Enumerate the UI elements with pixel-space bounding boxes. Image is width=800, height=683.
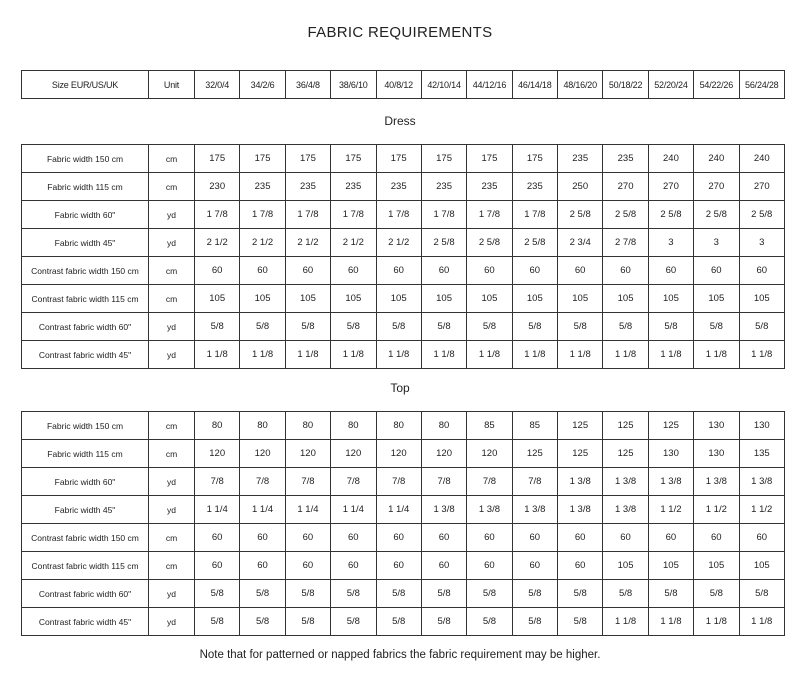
table-row [22, 201, 785, 229]
value-cell: 125 [558, 440, 603, 468]
value-cell: 1 7/8 [467, 201, 512, 229]
value-cell: 60 [285, 524, 330, 552]
row-unit: cm [149, 257, 195, 285]
value-cell: 130 [739, 412, 785, 440]
value-cell: 1 7/8 [331, 201, 376, 229]
value-cell: 60 [240, 552, 285, 580]
row-label: Contrast fabric width 115 cm [22, 552, 149, 580]
value-cell: 105 [648, 285, 693, 313]
row-unit: cm [149, 412, 195, 440]
value-cell: 5/8 [648, 313, 693, 341]
value-cell: 80 [285, 412, 330, 440]
value-cell: 2 5/8 [421, 229, 466, 257]
size-header-cell: 34/2/6 [240, 71, 285, 99]
value-cell: 2 1/2 [285, 229, 330, 257]
value-cell: 120 [331, 440, 376, 468]
unit-header-label: Unit [149, 71, 195, 99]
value-cell: 60 [467, 552, 512, 580]
size-header-cell: 32/0/4 [195, 71, 240, 99]
footnote: Note that for patterned or napped fabrics the fabric requirement may be higher. [199, 649, 601, 661]
row-unit: cm [149, 145, 195, 173]
value-cell: 80 [376, 412, 421, 440]
table-row [22, 552, 785, 580]
value-cell: 105 [512, 285, 557, 313]
value-cell: 60 [376, 552, 421, 580]
value-cell: 175 [285, 145, 330, 173]
value-cell: 60 [739, 524, 785, 552]
value-cell: 5/8 [195, 313, 240, 341]
value-cell: 1 1/8 [603, 341, 648, 369]
value-cell: 60 [467, 524, 512, 552]
value-cell: 2 5/8 [648, 201, 693, 229]
value-cell: 1 1/8 [195, 341, 240, 369]
value-cell: 1 1/2 [694, 496, 739, 524]
value-cell: 105 [603, 552, 648, 580]
value-cell: 1 7/8 [285, 201, 330, 229]
value-cell: 1 1/8 [376, 341, 421, 369]
value-cell: 60 [331, 524, 376, 552]
table-row [22, 496, 785, 524]
value-cell: 235 [467, 173, 512, 201]
value-cell: 235 [331, 173, 376, 201]
value-cell: 1 1/4 [331, 496, 376, 524]
value-cell: 5/8 [376, 313, 421, 341]
value-cell: 7/8 [285, 468, 330, 496]
table-row [22, 173, 785, 201]
value-cell: 2 5/8 [694, 201, 739, 229]
row-unit: yd [149, 313, 195, 341]
value-cell: 5/8 [240, 608, 285, 636]
value-cell: 2 1/2 [376, 229, 421, 257]
value-cell: 105 [603, 285, 648, 313]
value-cell: 60 [240, 524, 285, 552]
size-header-cell: 38/6/10 [331, 71, 376, 99]
value-cell: 60 [331, 552, 376, 580]
value-cell: 5/8 [240, 580, 285, 608]
table-row [22, 440, 785, 468]
row-unit: cm [149, 173, 195, 201]
value-cell: 1 3/8 [558, 496, 603, 524]
value-cell: 80 [421, 412, 466, 440]
value-cell: 235 [240, 173, 285, 201]
size-header-cell: 40/8/12 [376, 71, 421, 99]
value-cell: 60 [694, 524, 739, 552]
value-cell: 105 [694, 285, 739, 313]
row-unit: yd [149, 608, 195, 636]
value-cell: 250 [558, 173, 603, 201]
value-cell: 105 [694, 552, 739, 580]
value-cell: 5/8 [603, 313, 648, 341]
size-header-cell: 46/14/18 [512, 71, 557, 99]
table-row [22, 412, 785, 440]
value-cell: 5/8 [376, 608, 421, 636]
value-cell: 105 [739, 285, 785, 313]
size-header-cell: 48/16/20 [558, 71, 603, 99]
value-cell: 135 [739, 440, 785, 468]
value-cell: 5/8 [467, 313, 512, 341]
value-cell: 5/8 [421, 580, 466, 608]
value-cell: 1 1/8 [648, 608, 693, 636]
value-cell: 2 5/8 [512, 229, 557, 257]
value-cell: 125 [603, 440, 648, 468]
value-cell: 7/8 [376, 468, 421, 496]
value-cell: 1 7/8 [512, 201, 557, 229]
value-cell: 5/8 [512, 313, 557, 341]
value-cell: 175 [421, 145, 466, 173]
size-header-cell: 44/12/16 [467, 71, 512, 99]
value-cell: 105 [648, 552, 693, 580]
value-cell: 1 1/8 [694, 341, 739, 369]
value-cell: 1 1/8 [331, 341, 376, 369]
row-unit: yd [149, 496, 195, 524]
value-cell: 5/8 [512, 608, 557, 636]
value-cell: 5/8 [331, 580, 376, 608]
table-row [22, 145, 785, 173]
value-cell: 60 [512, 257, 557, 285]
value-cell: 60 [648, 257, 693, 285]
value-cell: 120 [467, 440, 512, 468]
size-header-cell: 56/24/28 [739, 71, 785, 99]
value-cell: 240 [648, 145, 693, 173]
row-unit: yd [149, 468, 195, 496]
value-cell: 60 [739, 257, 785, 285]
value-cell: 2 1/2 [240, 229, 285, 257]
row-unit: yd [149, 580, 195, 608]
row-label: Fabric width 115 cm [22, 173, 149, 201]
row-unit: cm [149, 285, 195, 313]
row-label: Contrast fabric width 45" [22, 608, 149, 636]
value-cell: 125 [558, 412, 603, 440]
table-row [22, 313, 785, 341]
value-cell: 60 [195, 257, 240, 285]
value-cell: 60 [421, 552, 466, 580]
value-cell: 2 5/8 [558, 201, 603, 229]
value-cell: 230 [195, 173, 240, 201]
size-header-cell: 50/18/22 [603, 71, 648, 99]
value-cell: 80 [331, 412, 376, 440]
value-cell: 1 7/8 [195, 201, 240, 229]
size-header-cell: 52/20/24 [648, 71, 693, 99]
value-cell: 270 [694, 173, 739, 201]
row-label: Fabric width 60" [22, 201, 149, 229]
size-header-table [21, 70, 785, 99]
value-cell: 130 [694, 412, 739, 440]
value-cell: 1 1/8 [739, 608, 785, 636]
size-header-cell: 54/22/26 [694, 71, 739, 99]
value-cell: 240 [739, 145, 785, 173]
value-cell: 5/8 [421, 313, 466, 341]
value-cell: 1 1/8 [421, 341, 466, 369]
value-cell: 125 [603, 412, 648, 440]
value-cell: 175 [512, 145, 557, 173]
row-unit: cm [149, 552, 195, 580]
value-cell: 175 [240, 145, 285, 173]
table-row [22, 468, 785, 496]
value-cell: 2 3/4 [558, 229, 603, 257]
value-cell: 105 [285, 285, 330, 313]
value-cell: 130 [648, 440, 693, 468]
value-cell: 5/8 [739, 313, 785, 341]
value-cell: 175 [467, 145, 512, 173]
value-cell: 1 3/8 [558, 468, 603, 496]
value-cell: 105 [739, 552, 785, 580]
value-cell: 1 1/8 [739, 341, 785, 369]
value-cell: 60 [285, 552, 330, 580]
value-cell: 5/8 [331, 608, 376, 636]
value-cell: 7/8 [421, 468, 466, 496]
row-unit: yd [149, 201, 195, 229]
value-cell: 235 [558, 145, 603, 173]
value-cell: 5/8 [285, 608, 330, 636]
value-cell: 1 3/8 [603, 468, 648, 496]
value-cell: 5/8 [421, 608, 466, 636]
value-cell: 1 1/8 [603, 608, 648, 636]
value-cell: 2 5/8 [739, 201, 785, 229]
row-unit: cm [149, 524, 195, 552]
row-label: Contrast fabric width 45" [22, 341, 149, 369]
value-cell: 60 [558, 552, 603, 580]
top-table [21, 411, 785, 636]
row-label: Contrast fabric width 150 cm [22, 524, 149, 552]
value-cell: 1 1/8 [558, 341, 603, 369]
value-cell: 5/8 [376, 580, 421, 608]
value-cell: 60 [603, 524, 648, 552]
value-cell: 5/8 [512, 580, 557, 608]
value-cell: 3 [648, 229, 693, 257]
value-cell: 5/8 [285, 313, 330, 341]
row-label: Contrast fabric width 60" [22, 313, 149, 341]
value-cell: 5/8 [558, 313, 603, 341]
value-cell: 5/8 [467, 580, 512, 608]
value-cell: 1 7/8 [421, 201, 466, 229]
section-title-dress: Dress [384, 114, 416, 128]
size-header-cell: 36/4/8 [285, 71, 330, 99]
value-cell: 5/8 [331, 313, 376, 341]
page-title: FABRIC REQUIREMENTS [307, 24, 493, 41]
value-cell: 3 [739, 229, 785, 257]
value-cell: 105 [467, 285, 512, 313]
value-cell: 85 [512, 412, 557, 440]
value-cell: 60 [603, 257, 648, 285]
value-cell: 1 1/8 [512, 341, 557, 369]
value-cell: 1 1/4 [195, 496, 240, 524]
value-cell: 235 [603, 145, 648, 173]
value-cell: 5/8 [240, 313, 285, 341]
value-cell: 5/8 [603, 580, 648, 608]
value-cell: 60 [421, 524, 466, 552]
value-cell: 105 [376, 285, 421, 313]
value-cell: 105 [558, 285, 603, 313]
value-cell: 5/8 [739, 580, 785, 608]
value-cell: 80 [195, 412, 240, 440]
value-cell: 60 [331, 257, 376, 285]
value-cell: 2 1/2 [195, 229, 240, 257]
value-cell: 235 [285, 173, 330, 201]
value-cell: 175 [331, 145, 376, 173]
value-cell: 7/8 [331, 468, 376, 496]
value-cell: 60 [285, 257, 330, 285]
row-label: Fabric width 115 cm [22, 440, 149, 468]
value-cell: 60 [195, 552, 240, 580]
value-cell: 2 5/8 [467, 229, 512, 257]
value-cell: 125 [648, 412, 693, 440]
value-cell: 1 3/8 [694, 468, 739, 496]
row-label: Fabric width 45" [22, 229, 149, 257]
value-cell: 105 [195, 285, 240, 313]
value-cell: 60 [195, 524, 240, 552]
value-cell: 5/8 [694, 580, 739, 608]
value-cell: 7/8 [467, 468, 512, 496]
dress-table [21, 144, 785, 369]
value-cell: 60 [467, 257, 512, 285]
value-cell: 60 [648, 524, 693, 552]
value-cell: 105 [331, 285, 376, 313]
value-cell: 1 7/8 [240, 201, 285, 229]
value-cell: 5/8 [694, 313, 739, 341]
value-cell: 3 [694, 229, 739, 257]
row-label: Fabric width 45" [22, 496, 149, 524]
value-cell: 5/8 [558, 608, 603, 636]
row-unit: yd [149, 229, 195, 257]
value-cell: 2 7/8 [603, 229, 648, 257]
value-cell: 5/8 [195, 580, 240, 608]
value-cell: 1 1/8 [648, 341, 693, 369]
value-cell: 1 1/8 [285, 341, 330, 369]
value-cell: 1 7/8 [376, 201, 421, 229]
value-cell: 240 [694, 145, 739, 173]
value-cell: 60 [240, 257, 285, 285]
value-cell: 60 [512, 524, 557, 552]
value-cell: 1 3/8 [467, 496, 512, 524]
value-cell: 7/8 [195, 468, 240, 496]
table-row [22, 285, 785, 313]
value-cell: 2 5/8 [603, 201, 648, 229]
value-cell: 5/8 [558, 580, 603, 608]
value-cell: 1 1/2 [648, 496, 693, 524]
value-cell: 1 3/8 [421, 496, 466, 524]
row-label: Contrast fabric width 60" [22, 580, 149, 608]
value-cell: 1 1/8 [694, 608, 739, 636]
value-cell: 175 [376, 145, 421, 173]
value-cell: 2 1/2 [331, 229, 376, 257]
value-cell: 1 3/8 [603, 496, 648, 524]
value-cell: 60 [376, 524, 421, 552]
value-cell: 60 [694, 257, 739, 285]
table-row [22, 524, 785, 552]
row-label: Contrast fabric width 115 cm [22, 285, 149, 313]
size-header-row [22, 71, 785, 99]
row-label: Fabric width 150 cm [22, 145, 149, 173]
value-cell: 1 3/8 [648, 468, 693, 496]
value-cell: 1 1/8 [467, 341, 512, 369]
row-label: Contrast fabric width 150 cm [22, 257, 149, 285]
row-unit: cm [149, 440, 195, 468]
value-cell: 60 [558, 524, 603, 552]
value-cell: 5/8 [195, 608, 240, 636]
row-label: Fabric width 150 cm [22, 412, 149, 440]
size-header-cell: 42/10/14 [421, 71, 466, 99]
value-cell: 120 [285, 440, 330, 468]
value-cell: 105 [240, 285, 285, 313]
value-cell: 235 [376, 173, 421, 201]
value-cell: 125 [512, 440, 557, 468]
value-cell: 5/8 [467, 608, 512, 636]
value-cell: 235 [512, 173, 557, 201]
table-row [22, 580, 785, 608]
value-cell: 105 [421, 285, 466, 313]
value-cell: 60 [512, 552, 557, 580]
value-cell: 120 [240, 440, 285, 468]
value-cell: 1 1/4 [376, 496, 421, 524]
value-cell: 1 1/2 [739, 496, 785, 524]
value-cell: 5/8 [648, 580, 693, 608]
value-cell: 5/8 [285, 580, 330, 608]
value-cell: 60 [376, 257, 421, 285]
table-row [22, 257, 785, 285]
value-cell: 60 [421, 257, 466, 285]
value-cell: 80 [240, 412, 285, 440]
value-cell: 1 1/4 [285, 496, 330, 524]
table-row [22, 608, 785, 636]
value-cell: 175 [195, 145, 240, 173]
value-cell: 270 [603, 173, 648, 201]
section-title-top: Top [390, 381, 410, 395]
table-row [22, 229, 785, 257]
value-cell: 1 3/8 [739, 468, 785, 496]
value-cell: 270 [739, 173, 785, 201]
value-cell: 235 [421, 173, 466, 201]
row-label: Fabric width 60" [22, 468, 149, 496]
value-cell: 1 1/4 [240, 496, 285, 524]
value-cell: 60 [558, 257, 603, 285]
value-cell: 130 [694, 440, 739, 468]
value-cell: 120 [195, 440, 240, 468]
value-cell: 7/8 [512, 468, 557, 496]
value-cell: 85 [467, 412, 512, 440]
value-cell: 120 [421, 440, 466, 468]
value-cell: 7/8 [240, 468, 285, 496]
value-cell: 270 [648, 173, 693, 201]
row-unit: yd [149, 341, 195, 369]
value-cell: 1 3/8 [512, 496, 557, 524]
value-cell: 120 [376, 440, 421, 468]
table-row [22, 341, 785, 369]
size-header-label: Size EUR/US/UK [22, 71, 149, 99]
value-cell: 1 1/8 [240, 341, 285, 369]
